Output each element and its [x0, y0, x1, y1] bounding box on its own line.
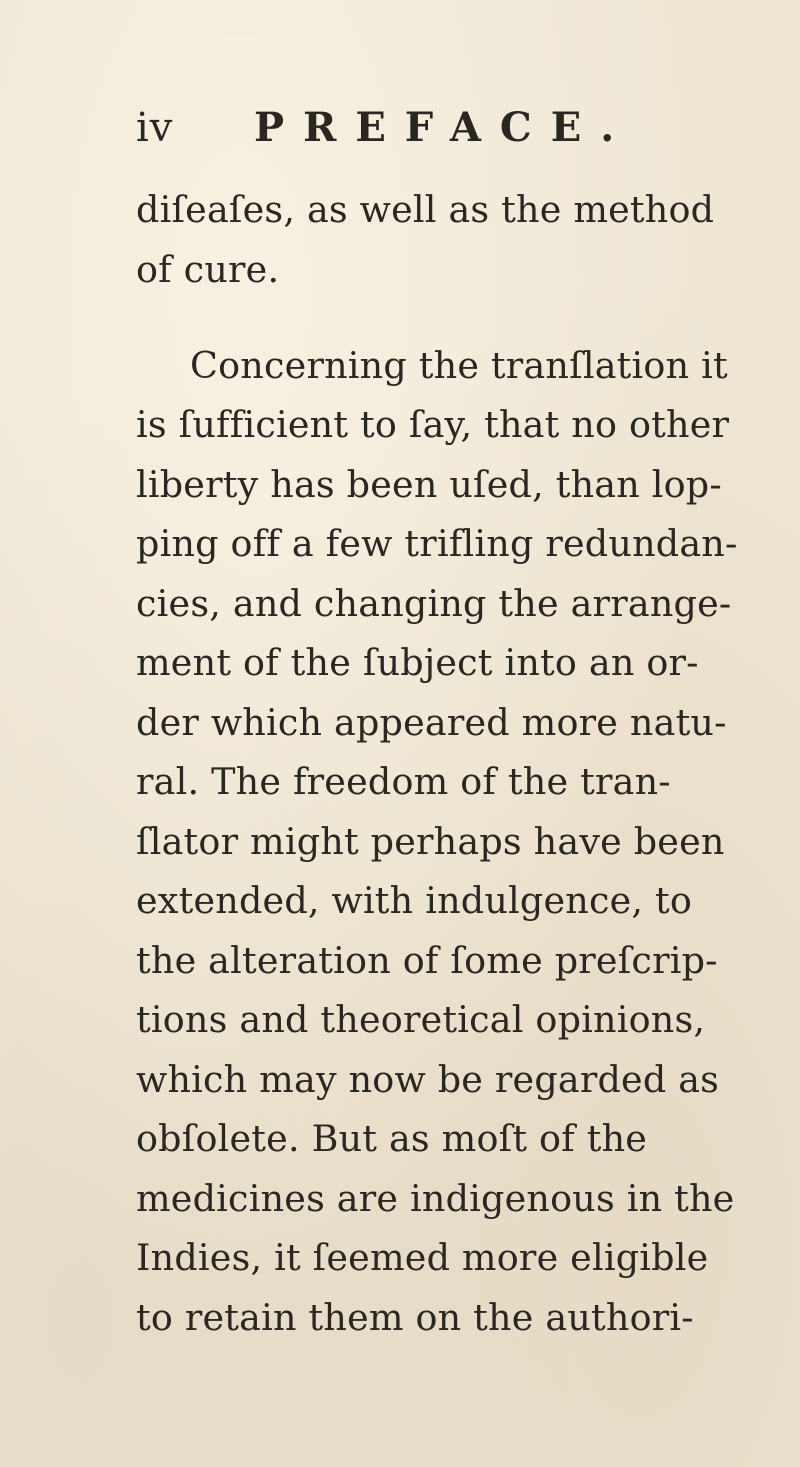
text-line: ping off a few trifling redundan- — [136, 522, 738, 565]
text-line: liberty has been uſed, than lop- — [136, 463, 722, 506]
text-line: of cure. — [136, 248, 280, 291]
text-line: tions and theoretical opinions, — [136, 998, 706, 1041]
text-line: obſolete. But as moſt of the — [136, 1117, 648, 1160]
running-head: PREFACE. — [254, 104, 634, 151]
text-line: medicines are indigenous in the — [136, 1177, 735, 1220]
text-line: diſeaſes, as well as the method — [136, 188, 715, 231]
text-line: extended, with indulgence, to — [136, 879, 693, 922]
text-line: which may now be regarded as — [136, 1058, 720, 1101]
page-number: iv — [136, 105, 174, 151]
text-line: the alteration of ſome preſcrip- — [136, 939, 718, 982]
text-line: ſlator might perhaps have been — [136, 820, 725, 863]
text-line: der which appeared more natu- — [136, 701, 727, 744]
text-line: cies, and changing the arrange- — [136, 582, 732, 625]
text-line: ral. The freedom of the tran- — [136, 760, 671, 803]
page-header — [136, 98, 656, 158]
text-line: Indies, it ſeemed more eligible — [136, 1236, 709, 1279]
paragraph-first-line: Concerning the tranſlation it — [190, 344, 728, 387]
text-line: is ſufficient to ſay, that no other — [136, 403, 730, 446]
text-line: to retain them on the authori- — [136, 1296, 694, 1339]
text-line: ment of the ſubject into an or- — [136, 641, 699, 684]
